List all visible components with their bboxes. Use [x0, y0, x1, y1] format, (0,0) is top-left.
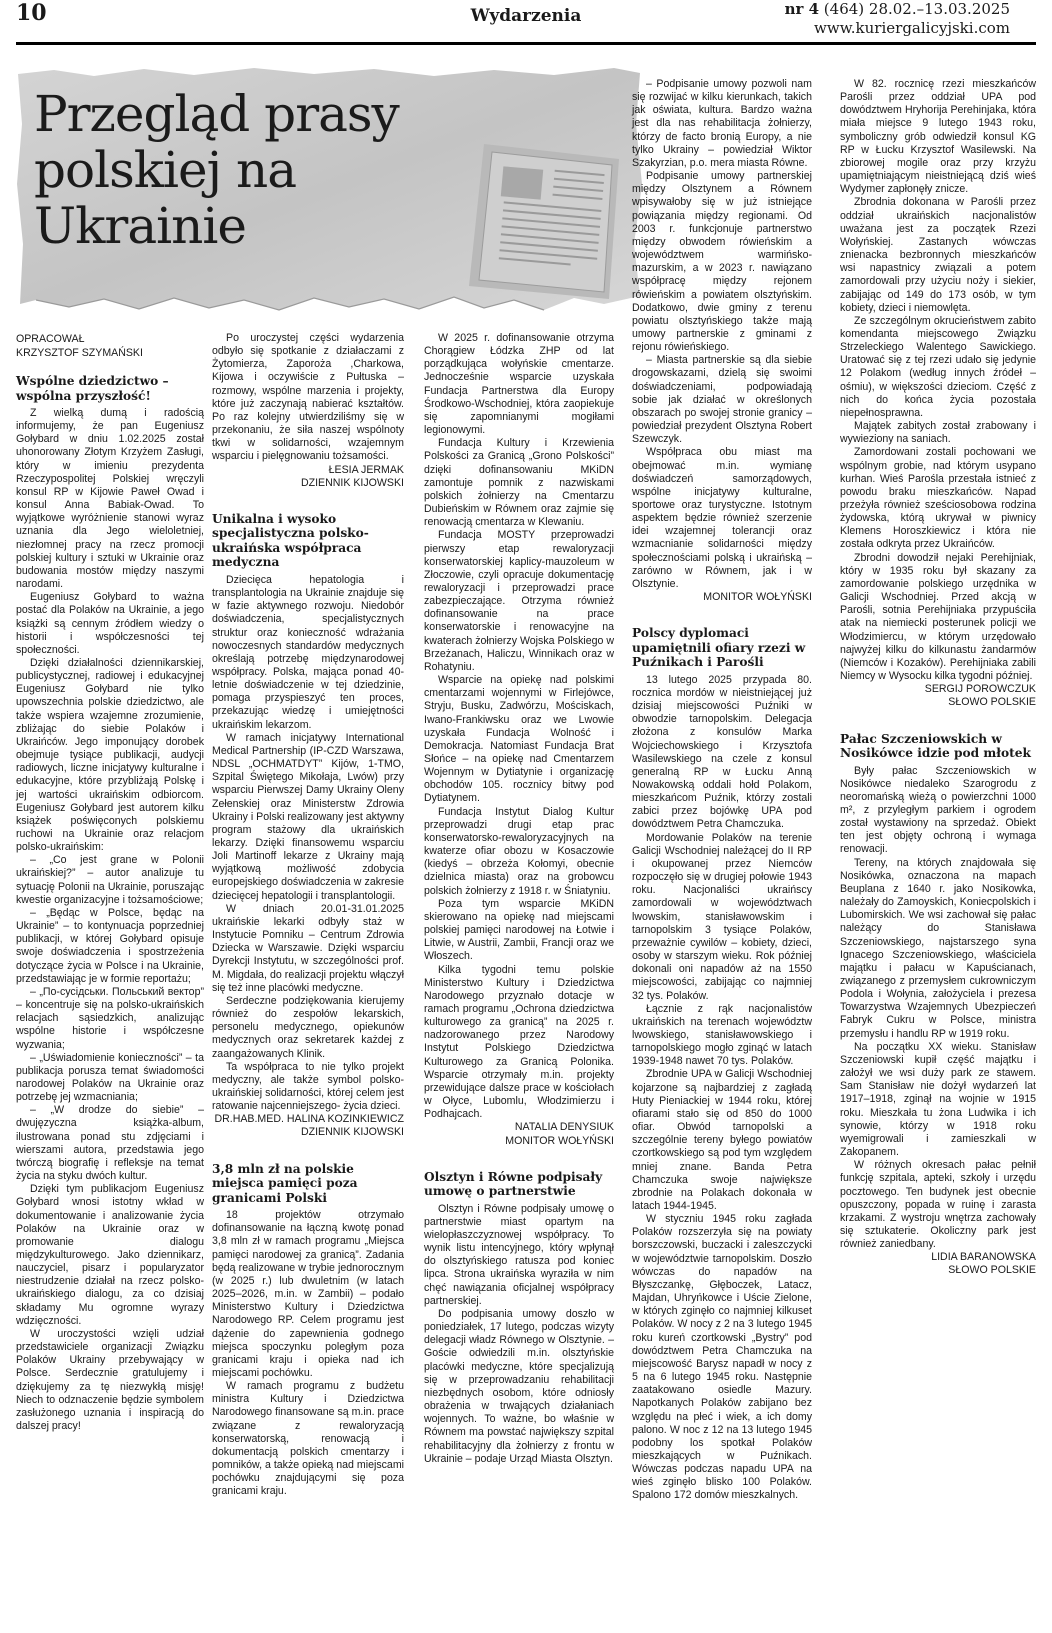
newspaper-icon	[469, 144, 619, 299]
article-source: MONITOR WOŁYŃSKI	[703, 591, 812, 604]
paragraph: Łącznie z rąk nacjonalistów ukraińskich na terenach województw lwowskiego, stanisławowskiego i tarnopolskiego mogło zginąć w latach 1939-1948 nawet 70 tys. Polaków.	[632, 1002, 812, 1068]
article-title: 3,8 mln zł na polskie miejsca pamięci poza granicami Polski	[212, 1161, 358, 1205]
column-1	[16, 332, 204, 1433]
paragraph: Eugeniusz Gołybard to ważna postać dla Polaków na Ukrainie, a jego książki są cennym źródłem wiedzy o historii i współczesności tej społeczności.	[16, 591, 204, 656]
paragraph: Tereny, na których znajdowała się Nosikówka, oznaczona na mapach Beuplana z 1640 r. jako Nosikowka, należały do Zamoyskich, Koniecpolskich i Lubomirskich. We wsi zachował się pałac należący do Stanisława Szczeniowskiego, najstarszego syna Ignacego Szczeniowskiego, właściciela majątku i pałacu w Kapuścianach, związanego z przemysłem cukrowniczym Podola i Wołynia, założyciela i prezesa Towarzystwa Wzajemnych Ubezpieczeń Fabryk Cukru w Polsce, ministra przemysłu i handlu RP w 1919 roku.	[840, 856, 1036, 1040]
paragraph: Współpraca obu miast ma obejmować m.in. wymianę doświadczeń samorządowych, wspólne inicjatywy kulturalne, sportowe oraz turystyczne. Istotnym aspektem będzie również szerzenie idei wzajemnej tolerancji oraz wzmacnianie solidarności między społecznościami polską i ukraińską – zarówno w Równem, jak i w Olsztynie.	[632, 446, 812, 590]
paragraph: Ze szczególnym okrucieństwem zabito komendanta miejscowego Związku Strzeleckiego Walentego Sawickiego. Uratować się z tej rzezi udało się jedynie 12 Polakom (według innych źródeł – ośmiu), w większości dzieciom. Część z nich do końca życia pozostała niepełnosprawna.	[840, 314, 1036, 419]
paragraph: – „По-сусідськи. Польський вектор” – koncentruje się na polsko-ukraińskich relacjach sąsiedzkich, analizując wspólne historie i współczesne wyzwania;	[16, 985, 204, 1051]
banner-title: Przegląd prasy polskiej na Ukrainie	[34, 85, 399, 255]
paragraph: Fundacja Kultury i Krzewienia Polskości za Granicą „Grono Polskości” dzięki dofinansowaniu MKiDN zamontuje pomnik z nazwiskami polskich żołnierzy na Cmentarzu Dubieńskim w Równem oraz zajmie się renowacją cmentarza w Klewaniu.	[424, 437, 614, 529]
paragraph: Olsztyn i Równe podpisały umowę o partnerstwie miast opartym na wielopłaszczyznowej współpracy. To wynik listu intencyjnego, który wpłynął do olsztyńskiego ratusza pod koniec lipca. Strona ukraińska wyraziła w nim chęć nawiązania oficjalnej współpracy partnerskiej.	[424, 1202, 614, 1307]
paragraph: – „Będąc w Polsce, będąc na Ukrainie” – to kontynuacja poprzedniej publikacji, w której Gołybard opisuje swoje doświadczenia i spostrzeżenia dotyczące życia w Polsce i na Ukrainie, przedstawiając je w formie reportażu;	[16, 906, 204, 985]
paragraph: Dziecięca hepatologia i transplantologia na Ukrainie znajduje się w fazie aktywnego rozwoju. Niedobór doświadczenia, specjalistycznych struktur oraz konieczność wdrażania nowoczesnych standardów medycznych określają potrzebę międzynarodowej współpracy. Polska, mająca ponad 40-letnie doświadczenie w tej dziedzinie, pomaga przyspieszyć ten proces, przekazując wiedzę i umiejętności ukraińskim lekarzom.	[212, 573, 404, 731]
article-title: Unikalna i wysoko specjalistyczna polsko-ukraińska współpraca medyczna	[212, 511, 369, 570]
paragraph: Podpisanie umowy partnerskiej między Olsztynem a Równem wpisywałoby się w już istniejące powiązania między regionami. Od 2003 r. funkcjonuje partnerstwo między obwodem rówieńskim a województwem warmińsko-mazurskim, a w 2023 r. nawiązano współpracę między rejonem rówieńskim a powiatem olsztyńskim. Dodatkowo, dwie gminy z terenu powiatu olsztyńskiego także mają umowy partnerskie z gminami z rejonu rówieńskiego.	[632, 170, 812, 354]
paragraph: – „W drodze do siebie” – dwujęzyczna książka-album, ilustrowana ponad stu zdjęciami i wierszami autora, przedstawia jego twórczą biografię i refleksje na temat życia na styku dwóch kultur.	[16, 1104, 204, 1183]
paragraph: Zbrodni dowodził nejaki Perehijniak, który w 1935 roku był skazany za zamordowanie polskiego urzędnika w Galicji Wschodniej. Przed akcją w Parośli, sotnia Perehijniaka przypuściła atak na niemiecki posterunek policji we Włodzimiercu, w którym urzędowało najwyżej kilku do kilkunastu żandarmów (Niemców i Kozaków). Perehijniaka zabili Niemcy w Wysocku kilka tygodni później.	[840, 551, 1036, 683]
paragraph: – „Co jest grane w Polonii ukraińskiej?” – autor analizuje tu sytuację Polonii na Ukrainie, poruszając kwestie organizacyjne i tożsamościowe;	[16, 854, 204, 906]
paragraph: – „Uświadomienie konieczności” – ta publikacja porusza temat świadomości narodowej Polaków na Ukrainie oraz potrzebę jej wzmacniania;	[16, 1051, 204, 1104]
paragraph: Ta współpraca to nie tylko projekt medyczny, ale także symbol polsko-ukraińskiej solidarności, której celem jest ratowanie najcenniejszego- życia dzieci.	[212, 1060, 404, 1113]
paragraph: Były pałac Szczeniowskich w Nosikówce niedaleko Szarogrodu z neoromańską wieżą o powierzchni 1000 m², z przyległym parkiem i ogrodem został wystawiony na sprzedaż. Obiekt ten jest objęty ochroną i wymaga renowacji.	[840, 764, 1036, 856]
paragraph: – Miasta partnerskie są dla siebie drogowskazami, dzielą się swoimi doświadczeniami, podpowiadają sobie jak działać w określonych obszarach po swojej stronie granicy – powiedział prezydent Olsztyna Robert Szewczyk.	[632, 354, 812, 446]
paragraph: Zbrodnia dokonana w Parośli przez oddział ukraińskich nacjonalistów uważana jest za początek Rzezi Wołyńskiej. Zastanych wówczas znienacka bezbronnych mieszkańców wsi napastnicy związali a potem zamordowali przy użyciu noży i siekier, zabijając od 149 do 173 osób, w tym kobiety, dzieci i niemowlęta.	[840, 196, 1036, 314]
article-source: DZIENNIK KIJOWSKI	[300, 476, 404, 489]
issue-info	[785, 0, 1010, 38]
paragraph: 13 lutego 2025 przypada 80. rocznica mordów w nieistniejącej już dzisiaj miejscowości Puźniki w obwodzie tarnopolskim. Delegacja złożona z konsulów Marka Wojciechowskiego i Krzysztofa Wasilewskiego na czele z konsul generalną RP w Łucku Anną Nowakowską oddali hołd Polakom, mieszkańcom Puźnik, którzy zostali zabici przez bojówkę UPA pod dowództwem Petra Chamczuka.	[632, 673, 812, 831]
paragraph: Z wielką dumą i radością informujemy, że pan Eugeniusz Gołybard w dniu 1.02.2025 został uhonorowany Złotym Krzyżem Zasługi, który w imieniu prezydenta Rzeczypospolitej Polskiej wręczyli konsul RP w Kijowie Paweł Owad i konsul Anna Babiak-Owad. To wyjątkowe wyróżnienie stanowi wyraz uznania dla Jego wieloletniej, niezłomnej pracy na rzecz promocji polskiej kultury i sztuki w Ukrainie oraz budowania mostów między naszymi narodami.	[16, 407, 204, 591]
paragraph: Fundacja MOSTY przeprowadzi pierwszy etap rewaloryzacji konserwatorskiej kaplicy-mauzoleum w Złoczowie, czyli opracuje dokumentację rewaloryzacji i przeprowadzi prace zabezpieczające. Otrzyma również dofinansowanie na prace konserwatorskie i renowacyjne na kwaterach żołnierzy Wojska Polskiego w Brzeżanach, Haliczu, Winnikach oraz w Rohatyniu.	[424, 529, 614, 673]
paragraph: Do podpisania umowy doszło w poniedziałek, 17 lutego, podczas wizyty delegacji władz Równego w Olsztynie. – Goście odwiedzili m.in. olsztyńskie placówki medyczne, które specjalizują się w przeprowadzaniu rehabilitacji niezbędnych osobom, które odniosły obrażenia w trwających działaniach wojennych. To ważne, bo właśnie w Równem ma powstać największy szpital rehabilitacyjny dla żołnierzy z frontu w Ukrainie – podaje Urząd Miasta Olsztyn.	[424, 1307, 614, 1465]
paragraph: Fundacja Instytut Dialog Kultur przeprowadzi drugi etap prac konserwatorsko-rewaloryzacyjnych na kwaterze ofiar obozu w Kosaczowie (kiedyś – obrzeża Kołomyi, obecnie dzielnica miasta) oraz na grobowcu polskich żołnierzy z 1918 r. w Śniatyniu.	[424, 805, 614, 897]
page-header	[0, 0, 1052, 44]
paragraph: Poza tym wsparcie MKiDN skierowano na opiekę nad miejscami polskiej pamięci narodowej na Łotwie i Litwie, w Austrii, Zambii, Francji oraz we Włoszech.	[424, 897, 614, 963]
paragraph: Na początku XX wieku. Stanisław Szczeniowski kupił część majątku i założył we wsi duży park ze stawem. Sam Stanisław nie dożył wydarzeń lat 1917–1918, zginął na wojnie w 1915 roku. Mieszkała tu żona Ludwika i ich synowie, którzy w 1918 roku wyemigrowali i zamieszkali w Zakopanem.	[840, 1040, 1036, 1159]
paragraph: W różnych okresach pałac pełnił funkcję szpitala, apteki, szkoły i urzędu pocztowego. Ten budynek jest obecnie opuszczony, popada w ruinę i zarasta krzakami. Z wystroju wnętrza zachowały się sztukaterie. Okoliczny park jest również zaniedbany.	[840, 1159, 1036, 1251]
article-title: Olsztyn i Równe podpisały umowę o partnerstwie	[424, 1169, 603, 1199]
paragraph: Mordowanie Polaków na terenie Galicji Wschodniej należącej do II RP i okupowanej przez Niemców rozpoczęło się w drugiej połowie 1943 roku. Nacjonaliści ukraińscy zamordowali w województwach lwowskim, stanisławowskim i tarnopolskim 3 tysiące Polaków, przeważnie cywilów – kobiety, dzieci, osoby w starszym wieku. Rok później dokonali oni napadów aż na 1550 miejscowości, zabijając co najmniej 32 tys. Polaków.	[632, 831, 812, 1002]
issue-number: nr 4	[784, 0, 820, 18]
author-credit	[16, 332, 204, 360]
credit-label: OPRACOWAŁ	[16, 333, 85, 345]
paragraph: W ramach programu z budżetu ministra Kultury i Dziedzictwa Narodowego finansowane są m.in. prace związane z rewaloryzacją konserwatorską, renowacją i dokumentacją polskich cmentarzy i pomników, a także opieką nad miejscami pochówku znajdującymi się poza granicami kraju.	[212, 1380, 404, 1498]
paragraph: W styczniu 1945 roku zagłada Polaków rozszerzyła się na powiaty borszczowski, buczacki i zaleszczycki w województwie tarnopolskim. Doszło wówczas do napadów na Błyszczankę, Głęboczek, Latacz, Majdan, Uhryńkowce i Uście Zielone, w których zginęło co najmniej kilkuset Polaków. W nocy z 2 na 3 lutego 1945 roku kureń czortkowski „Bystry” pod dowództwem Petra Chamczuka na miejscowość Barysz napadł w nocy z 5 na 6 lutego 1945 roku. Następnie zaatakowano osiedle Mazury. Napotkanych Polaków zabijano bez względu na płeć i wiek, a ich domy palono. W noc z 12 na 13 lutego 1945 podobny los spotkał Polaków mieszkających w Puźnikach. Wówczas podczas napadu UPA na wieś zginęło blisko 100 Polaków. Spalono 172 domów mieszkalnych.	[632, 1213, 812, 1502]
title-banner	[14, 64, 644, 314]
website-link[interactable]: www.kuriergalicyjski.com	[814, 19, 1010, 37]
paragraph: Wsparcie na opiekę nad polskimi cmentarzami wojennymi w Firlejówce, Stryju, Busku, Zadwórzu, Mościskach, Iwano-Frankiwsku oraz we Lwowie uzyskała Fundacja Wolność i Demokracja. Natomiast Fundacja Brat Słońce – na opiekę nad Cmentarzem Wojennym w Dytiatynie i organizację obchodów 105. rocznicy bitwy pod Dytiatynem.	[424, 674, 614, 805]
article-source: DZIENNIK KIJOWSKI	[300, 1126, 404, 1139]
paragraph: – Podpisanie umowy pozwoli nam się rozwijać w kilku kierunkach, takich jak oświata, kultura. Bardzo ważna jest dla nas rehabilitacja żołnierzy, którzy de facto bronią Europy, a nie tylko Ukrainy – powiedział Wiktor Szakyrzian, p.o. mera miasta Równe.	[632, 78, 812, 169]
column-4	[632, 78, 812, 1503]
paragraph: Kilka tygodni temu polskie Ministerstwo Kultury i Dziedzictwa Narodowego przyznało dotacje w ramach programu „Ochrona dziedzictwa kulturowego za granicą” na 2025 r. nadzorowanego przez Narodowy Instytut Polskiego Dziedzictwa Kulturowego za Granicą Polonika. Wsparcie otrzymały m.in. projekty przewidujące dalsze prace w kościołach w Ołyce, Lubomlu, Włodzimierzu i Podhajcach.	[424, 963, 614, 1121]
paragraph: Majątek zabitych został zrabowany i wywieziony na saniach.	[840, 420, 1036, 446]
paragraph: W 82. rocznicę rzezi mieszkańców Parośli przez oddział UPA pod dowództwem Hryhorija Perehinjaka, która miała miejsce 9 lutego 1943 roku, symboliczny grób odwiedził konsul KG RP w Łucku Krzysztof Wasilewski. Na zbiorowej mogile oraz przy krzyżu upamiętniającym nieistniejącą dziś wieś Wydymer zapłonęły znicze.	[840, 78, 1036, 196]
paragraph: Serdeczne podziękowania kierujemy również do zespołów lekarskich, personelu medycznego, opiekunów medycznych oraz sekretarek każdej z zaangażowanych Klinik.	[212, 994, 404, 1060]
paragraph: W 2025 r. dofinansowanie otrzyma Chorągiew Łódzka ZHP od lat porządkująca wołyńskie cmentarze. Jednocześnie wsparcie uzyskała Fundacja Partnerstwa dla Europy Środkowo-Wschodniej, która zaopiekuje się zapomnianymi mogiłami legionowymi.	[424, 332, 614, 437]
article-author: ŁESIA JERMAK	[328, 463, 404, 476]
paragraph: Dzięki działalności dziennikarskiej, publicystycznej, radiowej i edukacyjnej Eugeniusz Gołybard nie tylko upowszechnia polskie dziedzictwo, ale także wspiera wzajemne zrozumienie, zbliżając do siebie Polaków i Ukraińców. Jego imponujący dorobek obejmuje tysiące publikacji, audycji radiowych, liczne inicjatywy kulturalne i edukacyjne, które przybliżają Polskę i jej wartości ukraińskim odbiorcom. Eugeniusz Gołybard jest autorem kilku książek poświęconych polskiemu ruchowi na Ukrainie oraz relacjom polsko-ukraińskim:	[16, 656, 204, 854]
article-source: SŁOWO POLSKIE	[948, 1264, 1036, 1277]
paragraph: W uroczystości wzięli udział przedstawiciele organizacji Związku Polaków Ukrainy przebywający w Polsce. Serdecznie gratulujemy i dziękujemy za tę niezwykłą misję! Niech to odznaczenie będzie symbolem zasłużonego uznania i inspiracją do dalszej pracy!	[16, 1327, 204, 1433]
article-author: SERGIJ POROWCZUK	[924, 683, 1036, 696]
article-title: Polscy dyplomaci upamiętnili ofiary rzezi w Puźnikach i Parośli	[632, 626, 806, 670]
article-author: LIDIA BARANOWSKA	[931, 1251, 1036, 1264]
paragraph: Po uroczystej części wydarzenia odbyło się spotkanie z działaczami z Żytomierza, Zaporoża ,Charkowa, Kijowa i oczywiście z Pułtuska – rozmowy, wspólne marzenia i projekty, które już zaczynają nabierać kształtów. Po raz kolejny utwierdziliśmy się w przekonaniu, że siła naszej wspólnoty tkwi w solidarności, wzajemnym wsparciu i pielęgnowaniu tożsamości.	[212, 332, 404, 463]
column-2	[212, 332, 404, 1499]
article-author: DR.HAB.MED. HALINA KOZINKIEWICZ	[214, 1113, 404, 1126]
credit-author: KRZYSZTOF SZYMAŃSKI	[16, 347, 143, 359]
article-author: NATALIA DENYSIUK	[514, 1121, 614, 1134]
paragraph: Zamordowani zostali pochowani we wspólnym grobie, nad którym usypano kurhan. Wieś Parośla przestała istnieć z powodu braku mieszkańców. Napad przeżyła również sześciosobowa rodzina żydowska, którą ukrywał w piwnicy Klemens Horoszkiewicz i która nie została odkryta przez Ukraińców.	[840, 446, 1036, 551]
section-title: Wydarzenia	[470, 6, 582, 26]
paragraph: W dniach 20.01-31.01.2025 ukraińskie lekarki odbyły staż w Instytucie Pomniku – Centrum Zdrowia Dziecka w Warszawie. Dzięki wsparciu Dyrekcji Instytutu, w szczególności prof. M. Migdała, do realizacji projektu włączył się też inne placówki medyczne.	[212, 902, 404, 994]
issue-date: (464) 28.02.–13.03.2025	[819, 0, 1010, 18]
header-rule	[16, 42, 1036, 45]
paragraph: 18 projektów otrzymało dofinansowanie na łączną kwotę ponad 3,8 mln zł w ramach programu „Miejsca pamięci narodowej za granicą”. Zadania będą realizowane w trybie jednorocznym (w 2025 r.) lub dwuletnim (w latach 2025–2026, m.in. w Zambii) – podało Ministerstwo Kultury i Dziedzictwa Narodowego RP. Celem programu jest dążenie do zapewnienia godnego miejsca spoczynku poległym poza granicami kraju i opieka nad ich miejscami pochówku.	[212, 1209, 404, 1379]
column-5	[840, 78, 1036, 1278]
article-source: MONITOR WOŁYŃSKI	[505, 1134, 614, 1147]
page-number: 10	[16, 0, 47, 26]
paragraph: Zbrodnie UPA w Galicji Wschodniej kojarzone są najbardziej z zagładą Huty Pieniackiej w 1944 roku, której ofiarami stało się od 850 do 1000 ofiar. Obwód tarnopolski a szczególnie tereny byłego powiatów czortkowskiego są pod tym względem mniej znane. Banda Petra Chamczuka swoje największe zbrodnie na Polakach dokonała w latach 1944-1945.	[632, 1068, 812, 1212]
article-source: SŁOWO POLSKIE	[948, 696, 1036, 709]
paragraph: W ramach inicjatywy International Medical Partnership (IP-CZD Warszawa, NDSL „OCHMATDYT” Kijów, 1-TMO, Szpital Świętego Mikołaja, Lwów) przy wsparciu Pierwszej Damy Ukrainy Oleny Zełenskiej oraz Ministerstw Zdrowia Ukrainy i Polski realizowany jest aktywny program stażowy dla ukraińskich lekarzy. Dzięki finansowemu wsparciu Joli Martinoff lekarze z Ukrainy mają wyjątkową możliwość zdobycia europejskiego doświadczenia w zakresie dziecięcej hepatologii i transplantologii.	[212, 731, 404, 902]
paragraph: Dzięki tym publikacjom Eugeniusz Gołybard wnosi istotny wkład w dokumentowanie i analizowanie życia Polaków na Ukrainie oraz w promowanie dialogu międzykulturowego. Jako dziennikarz, nauczyciel, pisarz i popularyzator niestrudzenie działał na rzecz polsko-ukraińskiego dialogu, za co dzisiaj składamy Mu ogromne wyrazy wdzięczności.	[16, 1183, 204, 1327]
article-title: Wspólne dziedzictwo – wspólna przyszłość!	[16, 374, 169, 403]
article-title: Pałac Szczeniowskich w Nosikówce idzie pod młotek	[840, 731, 1031, 760]
column-3	[424, 332, 614, 1466]
